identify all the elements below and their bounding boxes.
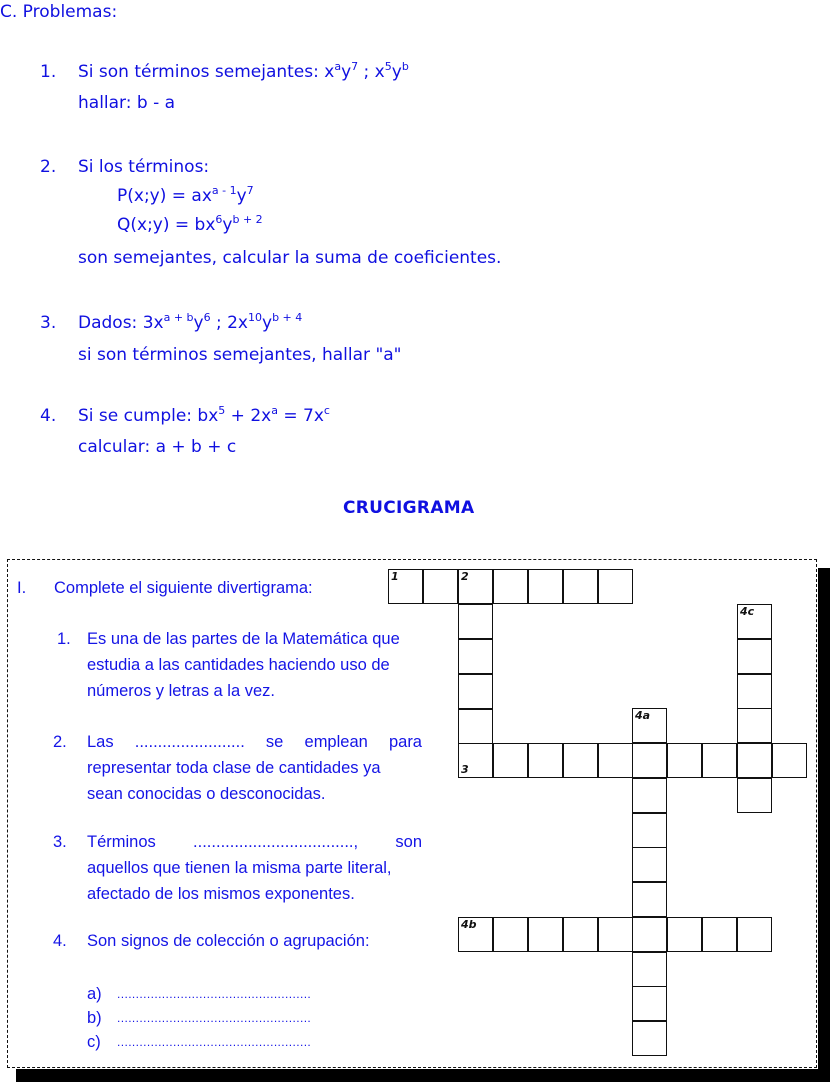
- problem-2-intro: Si los términos:: [78, 157, 210, 177]
- math-exponent: 7: [246, 184, 254, 197]
- clue-1-line-3: números y letras a la vez.: [87, 682, 275, 700]
- math-exponent: 10: [248, 311, 262, 324]
- clue-3-line-2: aquellos que tienen la misma parte literal,: [87, 859, 392, 877]
- crossword-cell-4a-1[interactable]: [632, 708, 667, 743]
- crossword-cell-4a-9[interactable]: [632, 986, 667, 1021]
- problem-2-number: 2.: [40, 157, 57, 177]
- problem-1-text: Si son términos semejantes:: [78, 62, 325, 82]
- crossword-cell-4b-7[interactable]: [667, 917, 702, 952]
- crossword-cell-3-7[interactable]: [667, 743, 702, 778]
- crossword-cell-4c-3[interactable]: [737, 674, 772, 709]
- crossword-cell-4c-6[interactable]: [737, 778, 772, 813]
- crossword-cell-2-3[interactable]: [458, 639, 493, 674]
- clue-label-3: 3: [461, 763, 469, 776]
- math-exponent: b + 4: [272, 311, 303, 324]
- math-base: y: [262, 313, 273, 333]
- crossword-cell-2-2[interactable]: [458, 604, 493, 639]
- crossword-cell-4b-1[interactable]: [458, 917, 493, 952]
- math-exponent: 5: [384, 60, 392, 73]
- clue-3-number: 3.: [53, 833, 67, 851]
- clue-label-4b: 4b: [461, 918, 477, 931]
- math-exponent: 6: [203, 311, 211, 324]
- math-exponent: a: [271, 404, 278, 417]
- clue-4-number: 4.: [53, 932, 67, 950]
- clue-2-line-2: representar toda clase de cantidades ya: [87, 759, 381, 777]
- problem-2-question: son semejantes, calcular la suma de coeficientes.: [78, 248, 502, 268]
- crossword-cell-4b-5[interactable]: [598, 917, 633, 952]
- crossword-cell-4b-2[interactable]: [493, 917, 528, 952]
- crossword-cell-1-4[interactable]: [493, 569, 528, 604]
- crossword-cell-4b-4[interactable]: [563, 917, 598, 952]
- math-base: x: [324, 62, 335, 82]
- clue-3-line-3: afectado de los mismos exponentes.: [87, 885, 355, 903]
- problem-1-question: hallar: b - a: [78, 93, 176, 113]
- crossword-cell-3-3[interactable]: [528, 743, 563, 778]
- math-exponent: 6: [215, 213, 223, 226]
- math-exponent: a: [334, 60, 342, 73]
- blank-a-line[interactable]: ....................................................: [117, 987, 312, 1001]
- crossword-cell-4a-4[interactable]: [632, 813, 667, 848]
- math-base: y: [222, 215, 233, 235]
- math-base: + 2x: [225, 406, 272, 426]
- crossword-cell-3-10[interactable]: [772, 743, 807, 778]
- math-exponent: a - 1: [211, 184, 237, 197]
- crossword-cell-4b-6[interactable]: [632, 917, 667, 952]
- crossword-cell-3-1[interactable]: [458, 743, 493, 778]
- blank-b-line[interactable]: ....................................................: [117, 1011, 312, 1025]
- section-heading: C. Problemas:: [0, 2, 118, 22]
- math-base: ; 2x: [210, 313, 248, 333]
- crossword-cell-1-7[interactable]: [598, 569, 633, 604]
- math-exponent: b + 2: [232, 213, 263, 226]
- crossword-cell-4a-3[interactable]: [632, 778, 667, 813]
- crossword-title: CRUCIGRAMA: [343, 498, 475, 518]
- problem-1-number: 1.: [40, 62, 57, 82]
- equation-q: [117, 215, 263, 237]
- crossword-cell-1-3[interactable]: [458, 569, 493, 604]
- clue-2-line-1-text: Las ........................ se emplean para: [87, 733, 422, 751]
- crossword-cell-4a-10[interactable]: [632, 1021, 667, 1056]
- math-exponent: a + b: [163, 311, 194, 324]
- crossword-cell-4b-3[interactable]: [528, 917, 563, 952]
- math-exponent: 5: [218, 404, 226, 417]
- clue-2-line-1: [87, 732, 422, 752]
- math-base: ; x: [358, 62, 385, 82]
- instruction-number: I.: [17, 579, 27, 597]
- clue-label-4a: 4a: [635, 709, 651, 722]
- crossword-cell-1-5[interactable]: [528, 569, 563, 604]
- problem-4-statement: [78, 406, 330, 428]
- math-base: y: [236, 186, 247, 206]
- math-base: Si se cumple: bx: [78, 406, 219, 426]
- math-exponent: c: [323, 404, 330, 417]
- crossword-cell-1-1[interactable]: [388, 569, 423, 604]
- equation-p: [117, 186, 254, 208]
- crossword-cell-4c-4[interactable]: [737, 708, 772, 743]
- clue-3-line-1: [87, 832, 422, 852]
- problem-4-question: calcular: a + b + c: [78, 437, 237, 457]
- crossword-cell-4b-9[interactable]: [737, 917, 772, 952]
- blank-c-label: c): [87, 1033, 101, 1051]
- box-shadow-right: [818, 568, 830, 1082]
- crossword-cell-4a-5[interactable]: [632, 847, 667, 882]
- crossword-cell-3-6[interactable]: [632, 743, 667, 778]
- crossword-cell-4a-6[interactable]: [632, 882, 667, 917]
- crossword-cell-1-6[interactable]: [563, 569, 598, 604]
- problem-3-statement: [78, 313, 302, 335]
- math-base: y: [193, 313, 204, 333]
- clue-label-2: 2: [461, 570, 469, 583]
- math-base: Dados: 3x: [78, 313, 164, 333]
- math-base: y: [391, 62, 402, 82]
- clue-4-line-1: Son signos de colección o agrupación:: [87, 932, 370, 950]
- crossword-cell-2-5[interactable]: [458, 709, 493, 744]
- crossword-cell-3-9[interactable]: [737, 743, 772, 778]
- blank-b-label: b): [87, 1009, 102, 1027]
- instruction-text: Complete el siguiente divertigrama:: [54, 579, 313, 597]
- box-shadow-bottom: [16, 1069, 830, 1082]
- problem-3-question: si son términos semejantes, hallar "a": [78, 345, 402, 365]
- math-base: Q(x;y) = bx: [117, 215, 216, 235]
- crossword-cell-4a-8[interactable]: [632, 952, 667, 987]
- clue-2-number: 2.: [53, 733, 67, 751]
- crossword-cell-3-4[interactable]: [563, 743, 598, 778]
- problem-3-number: 3.: [40, 313, 57, 333]
- math-base: P(x;y) = ax: [117, 186, 212, 206]
- blank-a-label: a): [87, 985, 102, 1003]
- crossword-cell-2-4[interactable]: [458, 674, 493, 709]
- clue-1-line-1: Es una de las partes de la Matemática que: [87, 630, 400, 648]
- problem-4-number: 4.: [40, 406, 57, 426]
- clue-1-number: 1.: [57, 630, 71, 648]
- crossword-cell-3-8[interactable]: [702, 743, 737, 778]
- clue-2-line-3: sean conocidas o desconocidas.: [87, 785, 326, 803]
- math-base: y: [341, 62, 352, 82]
- clue-3-line-1-text: Términos ..................................., son: [87, 833, 422, 851]
- crossword-cell-4c-1[interactable]: [737, 604, 772, 639]
- crossword-cell-3-2[interactable]: [493, 743, 528, 778]
- math-exponent: 7: [351, 60, 359, 73]
- clue-label-1: 1: [391, 570, 399, 583]
- math-exponent: b: [401, 60, 409, 73]
- problem-1-statement: [78, 62, 409, 84]
- crossword-cell-4c-2[interactable]: [737, 639, 772, 674]
- crossword-cell-4b-8[interactable]: [702, 917, 737, 952]
- clue-1-line-2: estudia a las cantidades haciendo uso de: [87, 656, 390, 674]
- math-base: = 7x: [277, 406, 324, 426]
- clue-label-4c: 4c: [740, 605, 755, 618]
- blank-c-line[interactable]: ....................................................: [117, 1035, 312, 1049]
- crossword-cell-1-2[interactable]: [423, 569, 458, 604]
- crossword-cell-3-5[interactable]: [598, 743, 633, 778]
